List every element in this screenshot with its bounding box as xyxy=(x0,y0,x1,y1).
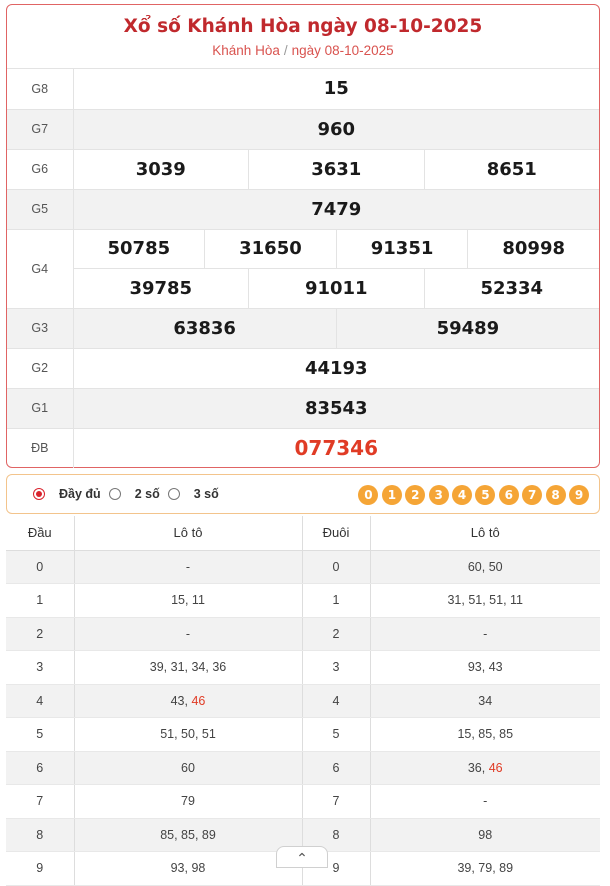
breadcrumb-item-date[interactable]: ngày 08-10-2025 xyxy=(291,43,394,58)
loto-value: 34 xyxy=(478,693,493,708)
prize-number-row xyxy=(74,69,600,108)
prize-numbers xyxy=(73,348,599,388)
digit-filter-button[interactable]: 6 xyxy=(499,485,519,505)
digit-filter-button[interactable]: 2 xyxy=(405,485,425,505)
loto-dau-cell: 0 xyxy=(6,550,74,584)
loto-header-row xyxy=(6,516,600,550)
prize-number: 960 xyxy=(317,118,356,140)
prize-number: 50785 xyxy=(107,238,171,259)
loto-value: 51, 50, 51 xyxy=(160,727,216,742)
prize-number: 15 xyxy=(323,78,349,100)
loto-value: 98 xyxy=(478,827,493,842)
prize-table xyxy=(7,69,599,468)
prize-number: 39785 xyxy=(129,277,193,299)
prize-number-row xyxy=(74,309,600,348)
loto-dau-values xyxy=(74,651,302,685)
loto-dau-values xyxy=(74,550,302,584)
loto-duoi-values xyxy=(370,818,600,852)
loto-dau-values xyxy=(74,584,302,618)
loto-dau-values xyxy=(74,718,302,752)
loto-value: 60, 50 xyxy=(467,559,503,574)
loto-value: 93, 43 xyxy=(467,660,503,675)
loto-dau-cell: 6 xyxy=(6,751,74,785)
loto-dau-cell: 4 xyxy=(6,684,74,718)
loto-duoi-cell: 6 xyxy=(302,751,370,785)
prize-number: 31650 xyxy=(204,230,336,268)
prize-number: 63836 xyxy=(173,317,236,339)
table-row xyxy=(6,651,600,685)
loto-duoi-values xyxy=(370,852,600,886)
prize-number-row xyxy=(74,389,600,428)
loto-duoi-cell: 3 xyxy=(302,651,370,685)
loto-duoi-cell: 8 xyxy=(302,818,370,852)
prize-numbers xyxy=(73,308,599,348)
prize-row xyxy=(7,308,599,348)
loto-duoi-cell: 5 xyxy=(302,718,370,752)
digit-filter-button[interactable]: 4 xyxy=(452,485,472,505)
prize-number-row xyxy=(74,429,600,468)
digit-filter-button[interactable]: 5 xyxy=(475,485,495,505)
breadcrumb xyxy=(7,42,599,60)
prize-label: G8 xyxy=(7,69,73,109)
loto-value: 79 xyxy=(181,794,195,809)
prize-numbers xyxy=(73,229,599,308)
prize-row xyxy=(7,189,599,229)
prize-number: 7479 xyxy=(311,198,362,220)
digit-filter-button[interactable]: 8 xyxy=(546,485,566,505)
radio-button[interactable] xyxy=(109,488,121,500)
result-box xyxy=(6,4,600,468)
loto-value: 15, 11 xyxy=(171,593,205,608)
filter-radio-option[interactable] xyxy=(109,487,160,501)
prize-number-row xyxy=(74,190,600,229)
prize-label: G4 xyxy=(7,229,73,308)
loto-dau-values xyxy=(74,751,302,785)
loto-dau-cell: 7 xyxy=(6,785,74,819)
prize-label: G5 xyxy=(7,189,73,229)
prize-number: 59489 xyxy=(336,309,599,348)
loto-duoi-values xyxy=(370,617,600,651)
prize-numbers xyxy=(73,109,599,149)
chevron-up-icon: ⌃ xyxy=(296,850,308,866)
prize-number: 83543 xyxy=(304,397,368,419)
special-prize-number: 077346 xyxy=(294,436,378,461)
result-header xyxy=(7,5,599,69)
loto-dau-values xyxy=(74,617,302,651)
loto-duoi-values xyxy=(370,651,600,685)
loto-column-header: Lô tô xyxy=(370,516,600,550)
filter-radio-option[interactable] xyxy=(33,487,101,501)
breadcrumb-link-province[interactable]: Khánh Hòa xyxy=(212,43,280,58)
prize-number-row xyxy=(74,230,600,269)
special-loto-value: 46 xyxy=(191,693,206,708)
prize-row xyxy=(7,109,599,149)
loto-duoi-cell: 2 xyxy=(302,617,370,651)
prize-number-row xyxy=(74,269,600,308)
radio-label: 3 số xyxy=(193,487,219,501)
prize-numbers xyxy=(73,149,599,189)
loto-duoi-values xyxy=(370,718,600,752)
loto-column-header: Đuôi xyxy=(302,516,370,550)
loto-value: 43, xyxy=(170,693,192,708)
loto-duoi-values xyxy=(370,684,600,718)
loto-dau-cell: 3 xyxy=(6,651,74,685)
radio-label: 2 số xyxy=(134,487,160,501)
digit-filter-button[interactable]: 3 xyxy=(429,485,449,505)
prize-number: 80998 xyxy=(467,230,599,268)
loto-dau-values xyxy=(74,818,302,852)
prize-row xyxy=(7,229,599,308)
prize-label: G2 xyxy=(7,348,73,388)
prize-number-row xyxy=(74,110,600,149)
prize-row xyxy=(7,388,599,428)
loto-duoi-values xyxy=(370,550,600,584)
prize-number: 3631 xyxy=(248,150,424,189)
loto-dau-cell: 9 xyxy=(6,852,74,886)
prize-row xyxy=(7,428,599,468)
prize-number: 91351 xyxy=(336,230,468,268)
prize-label: ĐB xyxy=(7,428,73,468)
radio-button[interactable] xyxy=(33,488,45,500)
scroll-top-button[interactable] xyxy=(276,846,328,868)
table-row xyxy=(6,617,600,651)
prize-number: 91011 xyxy=(248,269,424,308)
loto-dau-cell: 5 xyxy=(6,718,74,752)
loto-column-header: Lô tô xyxy=(74,516,302,550)
loto-column-header: Đầu xyxy=(6,516,74,550)
loto-dau-cell: 8 xyxy=(6,818,74,852)
digit-filter-button[interactable]: 9 xyxy=(569,485,589,505)
loto-value: 60 xyxy=(181,760,195,775)
digit-filter xyxy=(355,485,589,505)
digit-filter-button[interactable]: 1 xyxy=(382,485,402,505)
filter-bar xyxy=(6,474,600,514)
prize-number: 52334 xyxy=(424,269,600,308)
loto-duoi-cell: 9 xyxy=(302,852,370,886)
loto-duoi-cell: 4 xyxy=(302,684,370,718)
prize-numbers xyxy=(73,189,599,229)
loto-value: - xyxy=(483,626,488,641)
prize-label: G7 xyxy=(7,109,73,149)
prize-row xyxy=(7,69,599,109)
loto-value: 36, xyxy=(467,760,489,775)
loto-value: - xyxy=(185,559,191,574)
prize-number: 3039 xyxy=(135,158,186,180)
table-row xyxy=(6,684,600,718)
prize-numbers xyxy=(73,388,599,428)
table-row xyxy=(6,785,600,819)
filter-radio-option[interactable] xyxy=(168,487,219,501)
loto-dau-cell: 2 xyxy=(6,617,74,651)
loto-duoi-values xyxy=(370,751,600,785)
prize-numbers xyxy=(73,69,599,109)
prize-label: G3 xyxy=(7,308,73,348)
loto-dau-values xyxy=(74,852,302,886)
digit-filter-button[interactable]: 0 xyxy=(358,485,378,505)
loto-value: 39, 79, 89 xyxy=(457,861,514,876)
breadcrumb-separator: / xyxy=(283,43,288,58)
loto-value: 31, 51, 51, 11 xyxy=(447,593,524,608)
prize-row xyxy=(7,348,599,388)
prize-number: 44193 xyxy=(304,357,368,379)
digit-filter-button[interactable]: 7 xyxy=(522,485,542,505)
radio-button[interactable] xyxy=(168,488,180,500)
prize-number-row xyxy=(74,150,600,189)
loto-value: 93, 98 xyxy=(170,861,206,876)
prize-label: G6 xyxy=(7,149,73,189)
loto-duoi-cell: 7 xyxy=(302,785,370,819)
prize-number-row xyxy=(74,349,600,388)
loto-dau-values xyxy=(74,684,302,718)
prize-numbers xyxy=(73,428,599,468)
loto-duoi-values xyxy=(370,785,600,819)
loto-table xyxy=(6,516,600,886)
loto-dau-values xyxy=(74,785,302,819)
loto-duoi-cell: 0 xyxy=(302,550,370,584)
page-title: Xổ số Khánh Hòa ngày 08-10-2025 xyxy=(123,16,483,37)
table-row xyxy=(6,718,600,752)
loto-dau-cell: 1 xyxy=(6,584,74,618)
loto-value: - xyxy=(185,626,191,641)
prize-row xyxy=(7,149,599,189)
loto-duoi-values xyxy=(370,584,600,618)
prize-label: G1 xyxy=(7,388,73,428)
radio-label: Đầy đủ xyxy=(59,487,101,501)
special-loto-value: 46 xyxy=(488,760,503,775)
loto-value: 39, 31, 34, 36 xyxy=(149,660,227,675)
loto-value: 85, 85, 89 xyxy=(160,827,216,842)
table-row xyxy=(6,751,600,785)
loto-duoi-cell: 1 xyxy=(302,584,370,618)
loto-value: - xyxy=(483,794,488,809)
table-row xyxy=(6,550,600,584)
loto-value: 15, 85, 85 xyxy=(457,727,514,742)
prize-number: 8651 xyxy=(424,150,600,189)
table-row xyxy=(6,584,600,618)
